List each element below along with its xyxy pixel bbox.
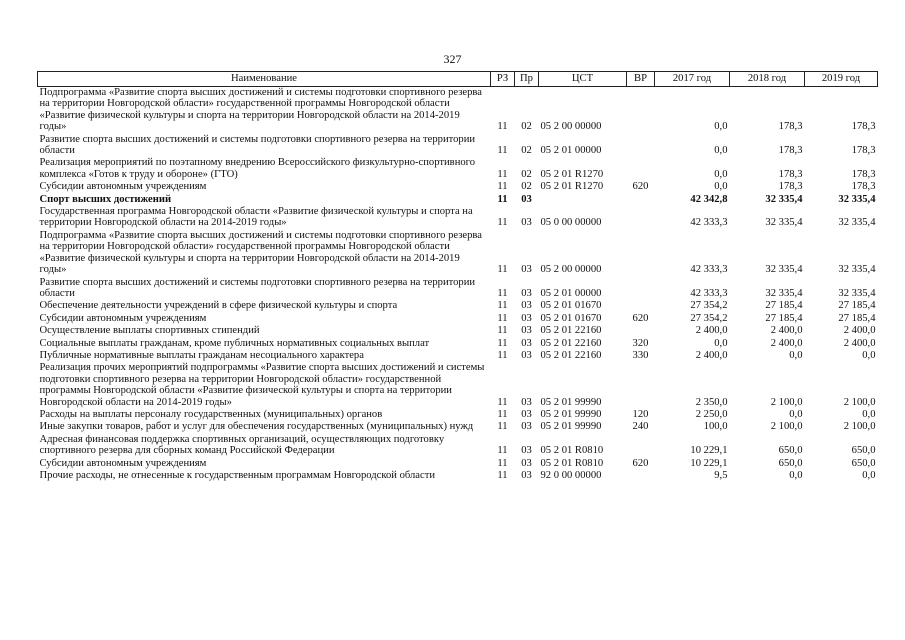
row-name-cell: Субсидии автономным учреждениям — [39, 312, 207, 324]
row-vr-cell — [627, 470, 655, 482]
row-2017-cell: 10 229,1 — [690, 457, 728, 469]
row-2018-cell: 27 185,4 — [765, 300, 803, 312]
row-2018-cell: 650,0 — [778, 457, 803, 469]
budget-table — [37, 71, 878, 482]
row-rz-cell: 11 — [497, 287, 508, 299]
row-2017-cell: 0,0 — [714, 181, 728, 193]
row-2017-cell: 42 333,3 — [690, 264, 728, 276]
row-cst-cell: 05 0 00 00000 — [540, 217, 602, 229]
column-header-vr: ВР — [627, 72, 655, 87]
row-name-cell: Государственная программа Новгородской области «Развитие физической культуры и спорта на территории Новгородской области на 2014-2019 годы» — [39, 206, 473, 229]
row-2018-cell: 0,0 — [789, 408, 803, 420]
row-rz-cell: 11 — [497, 145, 508, 157]
row-name-cell: Расходы на выплаты персоналу государственных (муниципальных) органов — [39, 408, 383, 420]
row-name-cell: Субсидии автономным учреждениям — [39, 457, 207, 469]
row-2017-cell: 42 342,8 — [690, 193, 728, 205]
row-vr-cell — [627, 134, 655, 158]
row-name-cell: Подпрограмма «Развитие спорта высших достижений и системы подготовки спортивного резерва на территории Новгородской области» государственной программы Новгородской области «Развитие физической культуры и спорта на территории Новгородской области на 2014-2019 годы» — [39, 229, 482, 276]
row-name-cell: Социальные выплаты гражданам, кроме публичных нормативных социальных выплат — [39, 337, 430, 349]
row-cst-cell: 05 2 01 99990 — [540, 421, 602, 433]
row-name-cell: Публичные нормативные выплаты гражданам несоциального характера — [39, 349, 364, 361]
table-row — [38, 409, 878, 421]
row-cst-cell: 05 2 01 22160 — [540, 349, 602, 361]
row-cst-cell: 05 2 01 R1270 — [540, 168, 604, 180]
row-rz-cell: 11 — [497, 168, 508, 180]
row-rz-cell: 11 — [497, 121, 508, 133]
row-pr-cell: 03 — [521, 421, 532, 433]
row-2019-cell: 2 400,0 — [843, 337, 876, 349]
row-2017-cell: 42 333,3 — [690, 287, 728, 299]
row-cst-cell: 05 2 01 01670 — [540, 312, 602, 324]
row-pr-cell: 02 — [521, 181, 532, 193]
row-rz-cell: 11 — [497, 457, 508, 469]
table-row — [38, 300, 878, 312]
row-name-cell: Подпрограмма «Развитие спорта высших достижений и системы подготовки спортивного резерва на территории Новгородской области» государственной программы Новгородской области «Развитие физической культуры и спорта на территории Новгородской области на 2014-2019 годы» — [39, 87, 482, 133]
row-2017-cell: 2 250,0 — [695, 408, 728, 420]
row-2017-cell: 42 333,3 — [690, 217, 728, 229]
row-2017-cell: 10 229,1 — [690, 445, 728, 457]
row-cst-cell: 05 2 01 00000 — [540, 287, 602, 299]
row-2019-cell: 27 185,4 — [838, 312, 876, 324]
row-vr-cell — [627, 206, 655, 230]
table-row — [38, 313, 878, 325]
row-cst-cell: 05 2 00 00000 — [540, 264, 602, 276]
row-2019-cell: 27 185,4 — [838, 300, 876, 312]
row-2018-cell: 32 335,4 — [765, 217, 803, 229]
table-row — [38, 325, 878, 337]
row-2018-cell: 178,3 — [778, 121, 803, 133]
row-2017-cell: 0,0 — [714, 168, 728, 180]
table-row — [38, 362, 878, 409]
page-number: 327 — [443, 52, 462, 66]
row-2019-cell: 2 100,0 — [843, 396, 876, 408]
row-2019-cell: 178,3 — [851, 145, 876, 157]
row-2018-cell: 27 185,4 — [765, 312, 803, 324]
row-vr-cell: 620 — [632, 457, 649, 469]
column-header-cst: ЦСТ — [539, 72, 627, 87]
table-row — [38, 421, 878, 433]
table-row — [38, 338, 878, 350]
row-2018-cell: 2 400,0 — [770, 337, 803, 349]
row-2018-cell: 0,0 — [789, 470, 803, 481]
row-pr-cell: 03 — [521, 470, 532, 481]
row-vr-cell: 240 — [632, 421, 649, 433]
row-cst-cell: 92 0 00 00000 — [540, 470, 602, 481]
row-rz-cell: 11 — [497, 421, 508, 433]
row-2018-cell: 2 400,0 — [770, 325, 803, 337]
table-row — [38, 350, 878, 362]
row-2017-cell: 2 400,0 — [695, 325, 728, 337]
row-vr-cell — [627, 194, 655, 206]
row-rz-cell: 11 — [497, 349, 508, 361]
row-2019-cell: 32 335,4 — [838, 264, 876, 276]
row-pr-cell: 03 — [521, 287, 532, 299]
row-vr-cell: 330 — [632, 349, 649, 361]
column-header-2019: 2019 год — [805, 72, 878, 87]
row-2019-cell: 32 335,4 — [838, 287, 876, 299]
row-vr-cell — [627, 300, 655, 312]
row-vr-cell: 120 — [632, 408, 649, 420]
row-pr-cell: 03 — [521, 312, 532, 324]
table-body — [38, 87, 878, 483]
row-rz-cell: 11 — [497, 181, 508, 193]
row-pr-cell: 03 — [521, 217, 532, 229]
row-name-cell: Обеспечение деятельности учреждений в сфере физической культуры и спорта — [39, 300, 398, 312]
row-2018-cell: 32 335,4 — [765, 193, 803, 205]
row-2019-cell: 178,3 — [851, 181, 876, 193]
row-pr-cell: 03 — [521, 264, 532, 276]
table-row — [38, 470, 878, 482]
row-2019-cell: 32 335,4 — [838, 193, 876, 205]
table-row — [38, 134, 878, 158]
row-name-cell: Осуществление выплаты спортивных стипендий — [39, 325, 260, 337]
table-row — [38, 434, 878, 458]
row-2018-cell: 650,0 — [778, 445, 803, 457]
row-2018-cell: 178,3 — [778, 145, 803, 157]
row-2017-cell: 27 354,2 — [690, 312, 728, 324]
row-vr-cell: 620 — [632, 181, 649, 193]
row-2018-cell: 178,3 — [778, 181, 803, 193]
table-row — [38, 277, 878, 301]
row-2017-cell: 2 400,0 — [695, 349, 728, 361]
row-name-cell: Развитие спорта высших достижений и системы подготовки спортивного резерва на территории области — [39, 133, 476, 157]
row-2019-cell: 2 100,0 — [843, 421, 876, 433]
row-vr-cell — [627, 277, 655, 301]
row-name-cell: Спорт высших достижений — [39, 193, 172, 205]
row-2017-cell: 9,5 — [714, 470, 728, 481]
row-vr-cell — [627, 157, 655, 181]
column-header-pr: Пр — [515, 72, 539, 87]
row-2017-cell: 0,0 — [714, 337, 728, 349]
row-cst-cell: 05 2 01 01670 — [540, 300, 602, 312]
row-cst-cell: 05 2 01 R0810 — [540, 457, 604, 469]
table-header-row — [38, 72, 878, 87]
row-name-cell: Прочие расходы, не отнесенные к государственным программам Новгородской области — [39, 470, 435, 481]
table-row — [38, 87, 878, 134]
row-vr-cell: 320 — [632, 337, 649, 349]
row-name-cell: Иные закупки товаров, работ и услуг для обеспечения государственных (муниципальных) нужд — [39, 421, 474, 433]
row-pr-cell: 03 — [521, 396, 532, 408]
row-2017-cell: 27 354,2 — [690, 300, 728, 312]
row-2018-cell: 0,0 — [789, 349, 803, 361]
row-vr-cell — [627, 325, 655, 337]
row-2017-cell: 100,0 — [703, 421, 728, 433]
row-vr-cell: 620 — [632, 312, 649, 324]
table-row — [38, 194, 878, 206]
table-row — [38, 230, 878, 277]
row-cst-cell: 05 2 01 99990 — [540, 396, 602, 408]
row-rz-cell: 11 — [497, 300, 508, 312]
row-rz-cell: 11 — [497, 312, 508, 324]
row-2017-cell: 2 350,0 — [695, 396, 728, 408]
row-2019-cell: 2 400,0 — [843, 325, 876, 337]
row-cst-cell: 05 2 01 00000 — [540, 145, 602, 157]
row-2018-cell: 2 100,0 — [770, 421, 803, 433]
row-2019-cell: 178,3 — [851, 168, 876, 180]
row-2019-cell: 0,0 — [862, 408, 876, 420]
column-header-2017: 2017 год — [655, 72, 730, 87]
row-2018-cell: 32 335,4 — [765, 264, 803, 276]
row-cst-cell: 05 2 01 R1270 — [540, 181, 604, 193]
column-header-2018: 2018 год — [730, 72, 805, 87]
row-2019-cell: 0,0 — [862, 470, 876, 481]
row-name-cell: Адресная финансовая поддержка спортивных организаций, осуществляющих подготовку спортивного резерва для сборных команд Российской Федерации — [39, 433, 445, 457]
row-rz-cell: 11 — [497, 325, 508, 337]
row-rz-cell: 11 — [497, 337, 508, 349]
row-cst-cell: 05 2 01 99990 — [540, 408, 602, 420]
row-2019-cell: 0,0 — [862, 349, 876, 361]
row-pr-cell: 02 — [521, 145, 532, 157]
row-2018-cell: 2 100,0 — [770, 396, 803, 408]
row-vr-cell — [627, 87, 655, 134]
row-name-cell: Субсидии автономным учреждениям — [39, 181, 207, 193]
row-rz-cell: 11 — [497, 470, 508, 481]
row-2018-cell: 32 335,4 — [765, 287, 803, 299]
table-row — [38, 206, 878, 230]
row-2019-cell: 32 335,4 — [838, 217, 876, 229]
row-pr-cell: 03 — [521, 445, 532, 457]
column-header-rz: РЗ — [491, 72, 515, 87]
row-cst-cell: 05 2 00 00000 — [540, 121, 602, 133]
row-pr-cell: 03 — [521, 337, 532, 349]
row-vr-cell — [627, 362, 655, 409]
row-rz-cell: 11 — [497, 193, 508, 205]
row-rz-cell: 11 — [497, 264, 508, 276]
row-rz-cell: 11 — [497, 217, 508, 229]
row-pr-cell: 03 — [521, 457, 532, 469]
row-2017-cell: 0,0 — [714, 121, 728, 133]
table-row — [38, 458, 878, 470]
row-rz-cell: 11 — [497, 408, 508, 420]
row-cst-cell: 05 2 01 22160 — [540, 325, 602, 337]
row-pr-cell: 02 — [521, 121, 532, 133]
row-pr-cell: 03 — [521, 300, 532, 312]
table-row — [38, 157, 878, 181]
row-2019-cell: 178,3 — [851, 121, 876, 133]
row-pr-cell: 03 — [521, 193, 532, 205]
row-vr-cell — [627, 434, 655, 458]
row-name-cell: Развитие спорта высших достижений и системы подготовки спортивного резерва на территории области — [39, 276, 476, 299]
row-2019-cell: 650,0 — [851, 457, 876, 469]
row-pr-cell: 02 — [521, 168, 532, 180]
row-name-cell: Реализация прочих мероприятий подпрограммы «Развитие спорта высших достижений и системы подготовки спортивного резерва на территории Новгородской области» государственной программы Новгородской области «Развитие физической культуры и спорта на территории Новгородской области на 2014-2019 годы» — [39, 362, 485, 408]
row-name-cell: Реализация мероприятий по поэтапному внедрению Всероссийского физкультурно-спортивного комплекса «Готов к труду и обороне» (ГТО) — [39, 157, 476, 180]
row-2017-cell: 0,0 — [714, 145, 728, 157]
table-row — [38, 181, 878, 193]
row-pr-cell: 03 — [521, 325, 532, 337]
column-header-name: Наименование — [38, 72, 491, 87]
row-cst-cell: 05 2 01 22160 — [540, 337, 602, 349]
row-pr-cell: 03 — [521, 349, 532, 361]
row-2018-cell: 178,3 — [778, 168, 803, 180]
row-vr-cell — [627, 230, 655, 277]
row-cst-cell: 05 2 01 R0810 — [540, 445, 604, 457]
row-rz-cell: 11 — [497, 396, 508, 408]
row-pr-cell: 03 — [521, 408, 532, 420]
row-cst-cell — [539, 194, 627, 206]
row-rz-cell: 11 — [497, 445, 508, 457]
row-2019-cell: 650,0 — [851, 445, 876, 457]
